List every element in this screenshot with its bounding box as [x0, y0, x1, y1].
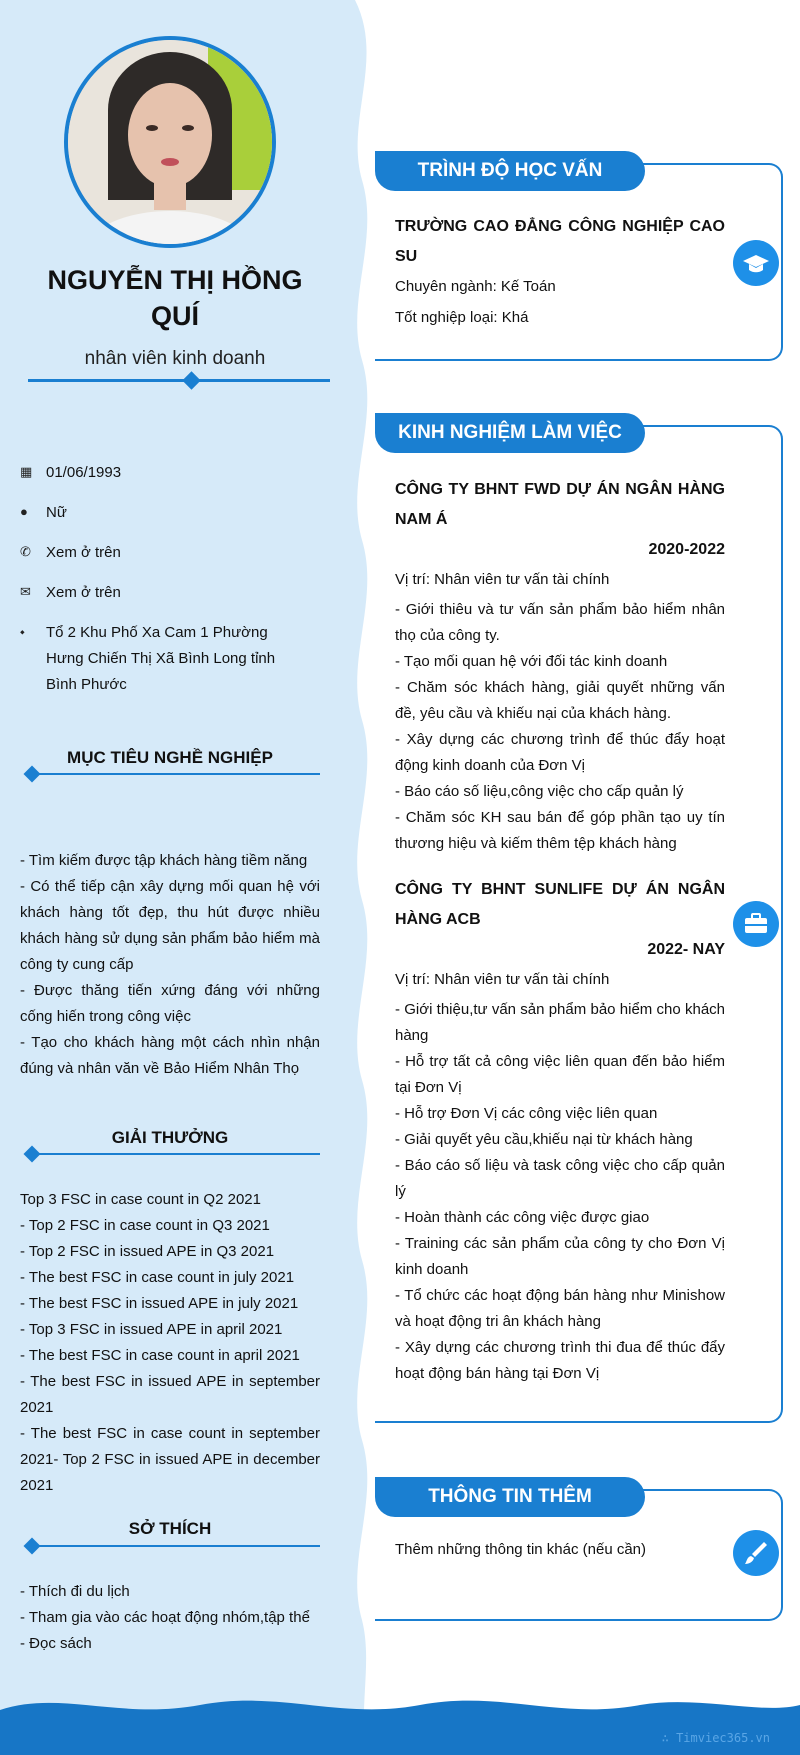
- title-underline: [28, 379, 330, 382]
- extra-title: THÔNG TIN THÊM: [375, 1477, 645, 1517]
- candidate-name: NGUYỄN THỊ HỒNG QUÍ: [47, 265, 303, 331]
- awards-list: [20, 1187, 320, 1499]
- award-item: - Top 2 FSC in issued APE in Q3 2021: [20, 1243, 275, 1260]
- email-text: Xem ở trên: [46, 584, 121, 601]
- calendar-icon: ▦: [20, 464, 33, 479]
- education-title: TRÌNH ĐỘ HỌC VẤN: [375, 151, 645, 191]
- hobbies-list: [20, 1579, 320, 1657]
- award-item: - The best FSC in issued APE in july 2021: [20, 1295, 299, 1312]
- objective-item: - Có thể tiếp cận xây dựng mối quan hệ với khách hàng tốt đẹp, thu hút được nhiều khách hàng sử dụng sản phẩm bảo hiểm mà công ty cung cấp: [20, 878, 320, 973]
- awards-title: GIẢI THƯỞNG: [111, 1128, 229, 1147]
- major: Chuyên ngành: Kế Toán: [395, 278, 556, 295]
- objective-list: [20, 848, 320, 1082]
- job-duty: - Xây dựng các chương trình thi đua để thúc đẩy hoạt động bán hàng tại Đơn Vị: [395, 1339, 725, 1382]
- job-entry: [395, 875, 725, 1387]
- job-entry: [395, 475, 725, 857]
- avatar: [64, 36, 276, 248]
- award-item: - The best FSC in issued APE in september 2021: [20, 1373, 320, 1416]
- award-item: - Top 2 FSC in case count in Q3 2021: [20, 1217, 270, 1234]
- job-duty: - Hoàn thành các công việc được giao: [395, 1209, 650, 1226]
- contact-birthday: [20, 460, 320, 486]
- job-duty: - Hỗ trợ Đơn Vị các công việc liên quan: [395, 1105, 658, 1122]
- company-name: CÔNG TY BHNT SUNLIFE DỰ ÁN NGÂN HÀNG ACB: [395, 881, 725, 928]
- objective-line: [28, 773, 320, 775]
- phone-icon: ✆: [20, 544, 31, 559]
- email-icon: ✉: [20, 584, 31, 599]
- hobby-item: - Tham gia vào các hoạt động nhóm,tập thể: [20, 1609, 310, 1626]
- award-item: Top 3 FSC in case count in Q2 2021: [20, 1191, 261, 1208]
- experience-body: [395, 475, 725, 1387]
- objective-item: - Tìm kiếm được tập khách hàng tiềm năng: [20, 852, 308, 869]
- award-item: - The best FSC in case count in september 2021- Top 2 FSC in issued APE in december 2021: [20, 1425, 320, 1494]
- job-duty: - Chăm sóc khách hàng, giải quyết những vấn đề, yêu cầu và khiếu nại của khách hàng.: [395, 679, 725, 722]
- paint-brush-icon: [733, 1530, 779, 1576]
- contact-email: [20, 580, 320, 606]
- job-duty: - Giải quyết yêu cầu,khiếu nại từ khách hàng: [395, 1131, 693, 1148]
- grade: Tốt nghiệp loại: Khá: [395, 309, 529, 326]
- contact-address: [20, 620, 320, 698]
- school-name: TRƯỜNG CAO ĐẲNG CÔNG NGHIỆP CAO SU: [395, 218, 725, 265]
- extra-text: Thêm những thông tin khác (nếu cần): [395, 1541, 647, 1558]
- job-duty: - Hỗ trợ tất cả công việc liên quan đến bảo hiểm tại Đơn Vị: [395, 1053, 725, 1096]
- objective-title: MỤC TIÊU NGHỀ NGHIỆP: [67, 748, 273, 767]
- job-position: Vị trí: Nhân viên tư vấn tài chính: [395, 971, 610, 988]
- job-duty: - Tổ chức các hoạt động bán hàng như Minishow và hoạt động tri ân khách hàng: [395, 1287, 725, 1330]
- gender-text: Nữ: [46, 504, 67, 521]
- briefcase-icon: [733, 901, 779, 947]
- user-icon: ●: [20, 504, 28, 519]
- footer-wave: [0, 1690, 800, 1755]
- education-body: [395, 212, 725, 331]
- address-text: Tổ 2 Khu Phố Xa Cam 1 Phường Hưng Chiến Thị Xã Bình Long tỉnh Bình Phước: [46, 624, 276, 693]
- job-title: nhân viên kinh doanh: [84, 348, 266, 369]
- job-duty: - Xây dựng các chương trình để thúc đẩy hoạt động kinh doanh của Đơn Vị: [395, 731, 725, 774]
- hobbies-title: SỞ THÍCH: [128, 1519, 212, 1538]
- company-name: CÔNG TY BHNT FWD DỰ ÁN NGÂN HÀNG NAM Á: [395, 481, 725, 528]
- contact-phone: [20, 540, 320, 566]
- job-duty: - Chăm sóc KH sau bán để góp phần tạo uy tín thương hiệu và kiếm thêm tệp khách hàng: [395, 809, 725, 852]
- award-item: - Top 3 FSC in issued APE in april 2021: [20, 1321, 283, 1338]
- phone-text: Xem ở trên: [46, 544, 121, 561]
- birthday-text: 01/06/1993: [46, 464, 122, 481]
- job-years: 2022- NAY: [647, 941, 725, 958]
- job-duty: - Giới thiêu và tư vấn sản phẩm bảo hiểm nhân thọ của công ty.: [395, 601, 725, 644]
- hobby-item: - Đọc sách: [20, 1635, 92, 1652]
- job-position: Vị trí: Nhân viên tư vấn tài chính: [395, 571, 610, 588]
- watermark: ∴ Timviec365.vn: [661, 1731, 770, 1745]
- contact-gender: [20, 500, 320, 526]
- job-duty: - Báo cáo số liệu và task công việc cho cấp quản lý: [395, 1157, 725, 1200]
- job-duty: - Giới thiệu,tư vấn sản phẩm bảo hiểm cho khách hàng: [395, 1001, 725, 1044]
- hobbies-line: [28, 1545, 320, 1547]
- experience-title: KINH NGHIỆM LÀM VIỆC: [375, 413, 645, 453]
- job-duty: - Training các sản phẩm của công ty cho Đơn Vị kinh doanh: [395, 1235, 725, 1278]
- graduation-cap-icon: [733, 240, 779, 286]
- hobby-item: - Thích đi du lịch: [20, 1583, 130, 1600]
- award-item: - The best FSC in case count in july 2021: [20, 1269, 295, 1286]
- job-years: 2020-2022: [648, 541, 725, 558]
- award-item: - The best FSC in case count in april 2021: [20, 1347, 300, 1364]
- job-duty: - Báo cáo số liệu,công việc cho cấp quản lý: [395, 783, 684, 800]
- awards-line: [28, 1153, 320, 1155]
- objective-item: - Được thăng tiến xứng đáng với những cống hiến trong công việc: [20, 982, 320, 1025]
- map-marker-icon: ⬩: [20, 624, 25, 639]
- job-duty: - Tạo mối quan hệ với đối tác kinh doanh: [395, 653, 668, 670]
- objective-item: - Tạo cho khách hàng một cách nhìn nhận đúng và nhân văn về Bảo Hiểm Nhân Thọ: [20, 1034, 320, 1077]
